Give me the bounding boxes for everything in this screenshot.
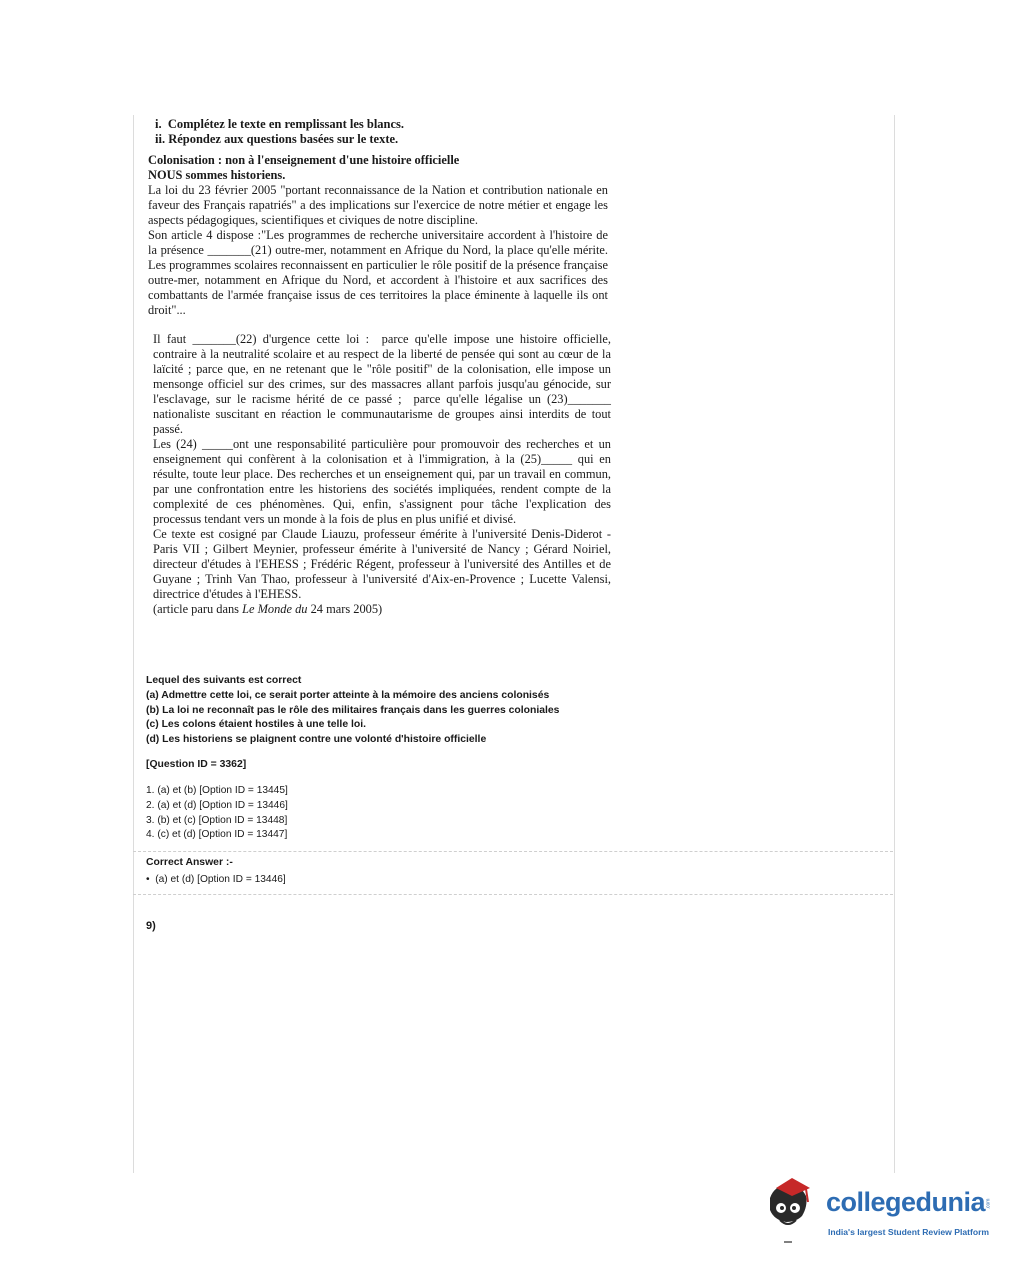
question-id: [Question ID = 3362]	[146, 759, 247, 770]
option-3: 3. (b) et (c) [Option ID = 13448]	[146, 814, 288, 826]
citation-source: Le Monde du	[242, 602, 308, 616]
instruction-1: i. Complétez le texte en remplissant les blancs.	[155, 117, 405, 131]
passage-title: Colonisation : non à l'enseignement d'une histoire officielle	[148, 153, 460, 167]
correct-answer-text: (a) et (d) [Option ID = 13446]	[155, 874, 286, 885]
citation-prefix: (article paru dans	[153, 602, 243, 616]
divider	[133, 851, 893, 852]
question-stem: Lequel des suivants est correct	[146, 675, 302, 686]
option-4: 4. (c) et (d) [Option ID = 13447]	[146, 829, 288, 841]
passage-citation	[153, 602, 611, 617]
passage-continued	[153, 332, 611, 617]
citation-date: 24 mars 2005)	[307, 602, 383, 616]
passage-paragraph-1: La loi du 23 février 2005 "portant reconnaissance de la Nation et contribution nationale en faveur des Français rapatriés" a des implications sur l'exercice de notre métier et engage les aspects pédagogiques, scientifiques et civiques de notre discipline.	[148, 183, 608, 227]
passage	[148, 153, 608, 318]
next-question-number: 9)	[146, 920, 156, 932]
options-list	[146, 784, 288, 843]
brand-name: collegedunia	[826, 1187, 986, 1217]
correct-answer-label: Correct Answer :-	[146, 857, 233, 868]
question-block	[146, 674, 559, 748]
passage-paragraph-4: Les (24) _____ont une responsabilité particulière pour promouvoir des recherches et un enseignement qui confèrent à la colonisation et à l'immigration, à la (25)_____ qui en résulte, toute leur place. Des recherches et un enseignement qui, par un travail en commun, par une confrontation entre les historiens des sociétés impliquées, rendent compte de la complexité de ces phénomènes. Qui, enfin, s'assignent pour tâche l'explication des processus tendant vers un monde à la fois de plus en plus unifié et divisé.	[153, 437, 611, 526]
passage-paragraph-5: Ce texte est cosigné par Claude Liauzu, professeur émérite à l'université Denis-Diderot - Paris VII ; Gilbert Meynier, professeur émérite à l'université de Nancy ; Gérard Noiriel, directeur d'études à l'EHESS ; Frédéric Régent, professeur à l'université des Antilles et de Guyane ; Trinh Van Thao, professeur à l'université d'Aix-en-Provence ; Lucette Valensi, directrice d'études à l'EHESS.	[153, 527, 611, 601]
statement-d: (d) Les historiens se plaignent contre une volonté d'histoire officielle	[146, 734, 487, 746]
bullet-icon: •	[146, 874, 156, 885]
passage-paragraph-2: Son article 4 dispose :"Les programmes de recherche universitaire accordent à l'histoire de la présence _______(21) outre-mer, notamment en Afrique du Nord, la place qu'elle mérite. Les programmes scolaires reconnaissent en particulier le rôle positif de la présence française outre-mer, notamment en Afrique du Nord, et accordent à l'histoire et aux sacrifices des combattants de l'armée française issus de ces territoires la place éminente à laquelle ils ont droit"...	[148, 228, 608, 317]
correct-answer	[146, 874, 286, 885]
option-2: 2. (a) et (d) [Option ID = 13446]	[146, 799, 288, 811]
instruction-2: ii. Répondez aux questions basées sur le texte.	[155, 132, 399, 146]
option-1: 1. (a) et (b) [Option ID = 13445]	[146, 785, 288, 796]
brand-dotcom: .com	[985, 1198, 992, 1210]
statement-a: (a) Admettre cette loi, ce serait porter atteinte à la mémoire des anciens colonisés	[146, 689, 550, 701]
divider	[133, 894, 893, 895]
brand-tagline: India's largest Student Review Platform	[828, 1227, 990, 1237]
statement-c: (c) Les colons étaient hostiles à une telle loi.	[146, 719, 366, 731]
passage-paragraph-3: Il faut _______(22) d'urgence cette loi : parce qu'elle impose une histoire officielle, contraire à la neutralité scolaire et au respect de la liberté de pensée qui sont au cœur de la laïcité ; parce que, en ne retenant que le "rôle positif" de la colonisation, elle impose un mensonge officiel sur des crimes, sur des massacres allant parfois jusqu'au génocide, sur l'esclavage, sur le racisme hérité de ce passé ; parce qu'elle légalise un (23)_______ nationaliste suscitant en réaction le communautarisme de groupes ainsi interdits de tout passé.	[153, 332, 611, 436]
passage-subtitle: NOUS sommes historiens.	[148, 168, 286, 182]
statement-b: (b) La loi ne reconnaît pas le rôle des militaires français dans les guerres coloniales	[146, 704, 560, 716]
